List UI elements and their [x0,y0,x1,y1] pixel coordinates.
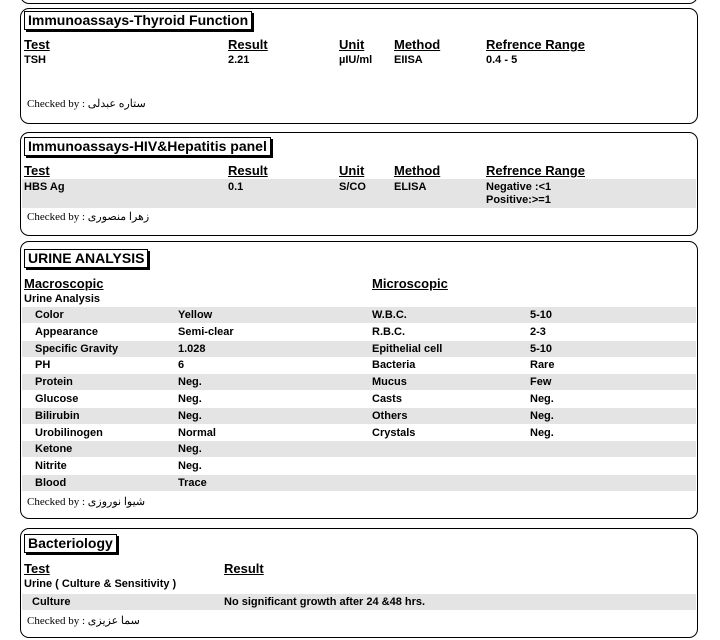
micro-value: 5-10 [530,309,553,321]
hiv-header-range: Refrence Range [486,163,585,178]
hiv-header-unit: Unit [339,163,365,178]
micro-label: Others [372,410,408,422]
hiv-range-negative: Negative :<1 [486,181,552,193]
urine-row-shade [22,341,696,357]
micro-label: Bacteria [372,359,416,371]
bacteriology-header-test: Test [24,561,50,576]
urine-row-shade [22,475,696,491]
previous-section-border [20,0,698,4]
macroscopic-subtitle: Urine Analysis [24,293,101,305]
macro-label: Ketone [35,443,73,455]
thyroid-range: 0.4 - 5 [486,54,518,66]
urine-checked-by: Checked by : شیوا نوروزی [27,496,146,508]
macro-value: 6 [178,359,185,371]
thyroid-result: 2.21 [228,54,250,66]
macro-label: Blood [35,477,67,489]
bacteriology-header-result: Result [224,561,264,576]
macro-label: Protein [35,376,73,388]
micro-label: Mucus [372,376,407,388]
hiv-method: ELISA [394,181,427,193]
urine-section-title: URINE ANALYSIS [24,249,148,268]
culture-test: Culture [32,596,71,608]
micro-value: 2-3 [530,326,546,338]
macro-label: Urobilinogen [35,427,103,439]
macro-value: Semi-clear [178,326,234,338]
urine-row-shade [22,408,696,424]
macro-value: Neg. [178,410,202,422]
bacteriology-subtitle: Urine ( Culture & Sensitivity ) [24,578,177,590]
macro-label: Specific Gravity [35,343,119,355]
thyroid-section-title: Immunoassays-Thyroid Function [24,11,252,30]
thyroid-header-range: Refrence Range [486,37,585,52]
hiv-header-method: Method [394,163,441,178]
macro-value: Neg. [178,443,202,455]
hiv-header-test: Test [24,163,50,178]
hiv-range-positive: Positive:>=1 [486,194,551,206]
micro-value: Neg. [530,427,554,439]
thyroid-header-test: Test [24,37,50,52]
microscopic-header: Microscopic [372,276,448,291]
bacteriology-checked-by: Checked by : سما عزیزی [27,615,140,627]
hiv-checked-by: Checked by : زهرا منصوری [27,211,150,223]
macro-value: 1.028 [178,343,206,355]
macro-label: Appearance [35,326,98,338]
urine-row-shade [22,441,696,457]
thyroid-header-method: Method [394,37,441,52]
micro-label: R.B.C. [372,326,405,338]
micro-label: Epithelial cell [372,343,443,355]
hiv-section-title: Immunoassays-HIV&Hepatitis panel [24,137,271,156]
macro-value: Trace [178,477,207,489]
culture-result: No significant growth after 24 &48 hrs. [224,596,426,608]
urine-row-shade [22,374,696,390]
thyroid-test: TSH [24,54,46,66]
thyroid-header-unit: Unit [339,37,365,52]
bacteriology-section-title: Bacteriology [24,534,117,553]
micro-value: 5-10 [530,343,553,355]
micro-label: Crystals [372,427,416,439]
macro-value: Neg. [178,376,202,388]
hiv-header-result: Result [228,163,268,178]
micro-value: Neg. [530,393,554,405]
thyroid-method: EIISA [394,54,423,66]
micro-value: Rare [530,359,555,371]
macro-label: Color [35,309,64,321]
macro-label: PH [35,359,51,371]
urine-row-shade [22,307,696,323]
macro-label: Glucose [35,393,79,405]
macro-value: Normal [178,427,216,439]
macro-value: Neg. [178,393,202,405]
macro-value: Yellow [178,309,213,321]
micro-value: Neg. [530,410,554,422]
hiv-unit: S/CO [339,181,366,193]
hiv-result: 0.1 [228,181,244,193]
thyroid-unit: µIU/ml [339,54,373,66]
micro-label: W.B.C. [372,309,407,321]
hiv-test: HBS Ag [24,181,65,193]
macro-value: Neg. [178,460,202,472]
thyroid-checked-by: Checked by : ستاره عبدلی [27,98,146,110]
macroscopic-header: Macroscopic [24,276,104,291]
macro-label: Bilirubin [35,410,80,422]
thyroid-header-result: Result [228,37,268,52]
micro-label: Casts [372,393,402,405]
macro-label: Nitrite [35,460,67,472]
micro-value: Few [530,376,552,388]
